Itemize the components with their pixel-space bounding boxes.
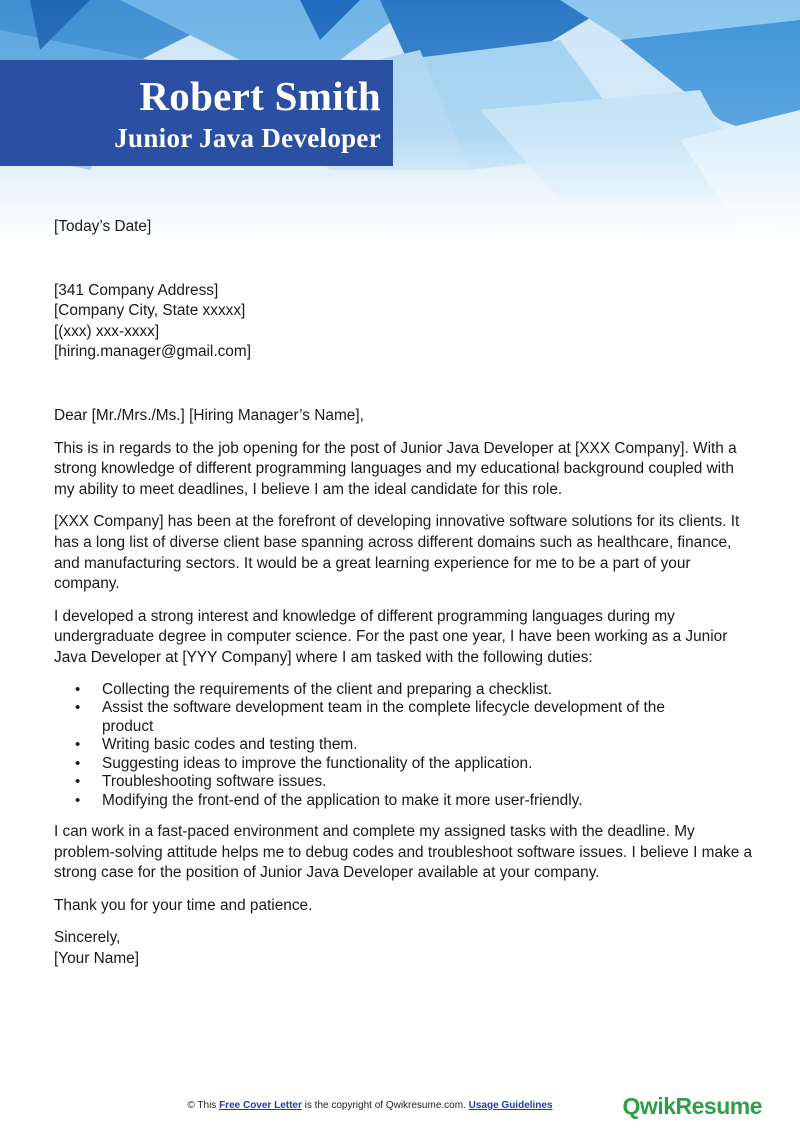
candidate-name: Robert Smith xyxy=(139,73,381,119)
thank-you-line: Thank you for your time and patience. xyxy=(54,896,313,914)
address-line: [Company City, State xxxxx] xyxy=(54,302,246,320)
list-item: • Assist the software development team in the complete lifecycle development of the product xyxy=(102,699,754,736)
address-line: [hiring.manager@gmail.com] xyxy=(54,343,251,361)
paragraph-closing: I can work in a fast-paced environment and complete my assigned tasks with the deadline. My problem-solving attitude helps me to debug codes and troubleshoot software issues. I believe I make a strong case for the position of Junior Java Developer available at your company. xyxy=(54,823,753,882)
letter-body xyxy=(54,217,754,970)
paragraph-intro: This is in regards to the job opening for the post of Junior Java Developer at [XXX Company]. With a strong knowledge of different programming languages and my educational background coupled with my ability to meet deadlines, I believe I am the ideal candidate for this role. xyxy=(54,439,737,498)
list-item: • Suggesting ideas to improve the functionality of the application. xyxy=(102,755,754,774)
address-line: [341 Company Address] xyxy=(54,281,219,299)
duties-list xyxy=(54,681,754,811)
list-item: • Troubleshooting software issues. xyxy=(102,773,754,792)
salutation: Dear [Mr./Mrs./Ms.] [Hiring Manager’s Name], xyxy=(54,406,364,424)
qwikresume-logo: QwikResume xyxy=(622,1093,762,1119)
footer-middle: is the copyright of Qwikresume.com. xyxy=(301,1100,469,1111)
signature-block xyxy=(54,928,754,969)
list-item: • Modifying the front-end of the application to make it more user-friendly. xyxy=(102,792,754,811)
paragraph-experience: I developed a strong interest and knowledge of different programming languages during my undergraduate degree in computer science. For the past one year, I have been working as a Junior Java Developer at [YYY Company] where I am tasked with the following duties: xyxy=(54,607,728,666)
letter-date: [Today’s Date] xyxy=(54,218,152,235)
list-item: • Collecting the requirements of the client and preparing a checklist. xyxy=(102,681,754,700)
recipient-address xyxy=(54,281,754,363)
name-banner xyxy=(0,60,393,166)
address-line: [(xxx) xxx-xxxx] xyxy=(54,322,160,340)
list-item: • Writing basic codes and testing them. xyxy=(102,736,754,755)
free-cover-letter-link[interactable]: Free Cover Letter xyxy=(219,1100,302,1111)
paragraph-company: [XXX Company] has been at the forefront of developing innovative software solutions for its clients. It has a long list of diverse client base spanning across different domains such as healthcare, finance, and manufacturing sectors. It would be a great learning experience for me to be a part of your company. xyxy=(54,513,740,593)
signature-name: [Your Name] xyxy=(54,949,139,967)
footer-prefix: © This xyxy=(187,1100,220,1111)
job-title: Junior Java Developer xyxy=(114,123,381,153)
usage-guidelines-link[interactable]: Usage Guidelines xyxy=(468,1100,553,1111)
sign-off: Sincerely, xyxy=(54,929,121,947)
